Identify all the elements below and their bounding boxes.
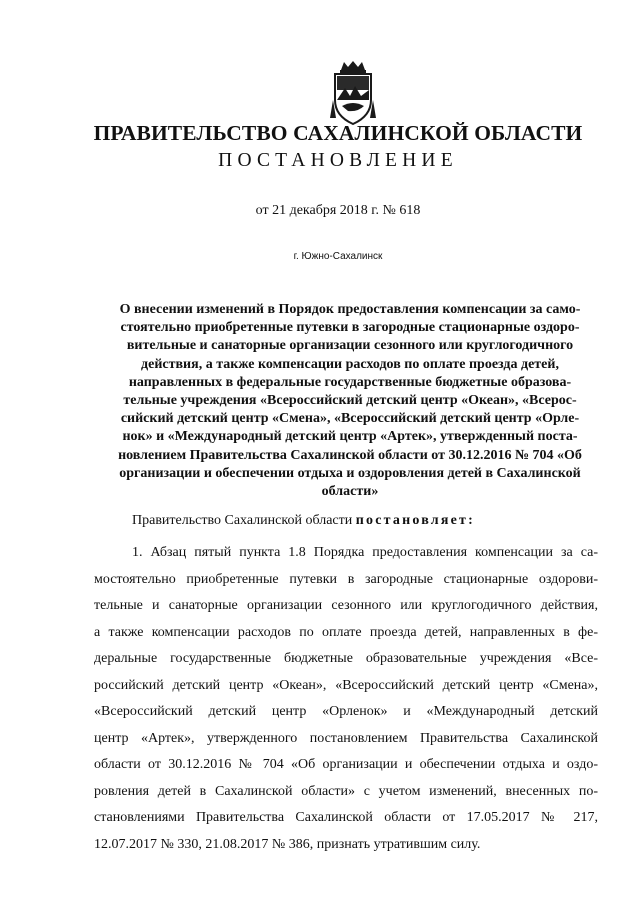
intro-text: Правительство Сахалинской области [132,513,356,528]
body-line: 12.07.2017 № 330, 21.08.2017 № 386, признать утратившим силу. [94,836,481,852]
body-line: ровления детей в Сахалинской области» с учетом изменений, внесенных по- [94,783,598,799]
sakhalin-coat-of-arms-icon [328,60,378,126]
body-line: тельные и санаторные организации сезонного или круглогодичного действия, [94,598,598,613]
subject-line: тельные учреждения «Всероссийский детский центр «Океан», «Всерос- [123,393,577,409]
subject-line: сийский детский центр «Смена», «Всероссийский детский центр «Орле- [120,411,580,427]
intro-emphasis: постановляет: [355,513,475,528]
body-line: мостоятельно приобретенные путевки в загородные стационарные оздорови- [94,571,598,587]
body-line: деральные государственные бюджетные образовательные учреждения «Все- [94,651,598,666]
body-line: области от 30.12.2016 № 704 «Об организации и обеспечении отдыха и оздо- [94,757,598,772]
subject-line: стоятельно приобретенные путевки в загородные стационарные оздоро- [120,320,580,336]
body-line: а также компенсации расходов по оплате проезда детей, направленных в фе- [94,624,598,640]
subject-line: организации и обеспечении отдыха и оздоровления детей в Сахалинской [119,465,581,481]
body-line: центр «Артек», утвержденного постановлением Правительства Сахалинской [94,730,598,746]
document-date-number: от 21 декабря 2018 г. № 618 [255,203,421,218]
document-type: ПОСТАНОВЛЕНИЕ [218,150,458,171]
subject-line: О внесении изменений в Порядок предоставления компенсации за само- [119,302,581,317]
resolution-body [94,540,598,858]
subject-line: области» [321,484,379,500]
document-city: г. Южно-Сахалинск [293,251,383,262]
subject-line: вительные и санаторные организации сезонного или круглогодичного [126,338,574,354]
body-line: 1. Абзац пятый пункта 1.8 Порядка предоставления компенсации за са- [132,545,598,560]
body-line: становлениями Правительства Сахалинской области от 17.05.2017 № 217, [94,810,598,825]
subject-line: новлением Правительства Сахалинской области от 30.12.2016 № 704 «Об [118,447,582,463]
body-line: «Всероссийский детский центр «Орленок» и «Международный детский [94,704,598,719]
organization-title: ПРАВИТЕЛЬСТВО САХАЛИНСКОЙ ОБЛАСТИ [93,121,583,145]
body-line: российский детский центр «Океан», «Всероссийский детский центр «Смена», [94,677,598,693]
subject-line: нок» и «Международный детский центр «Артек», утвержденный поста- [122,429,578,445]
document-subject [94,301,606,501]
subject-line: направленных в федеральные государственные бюджетные образова- [128,374,572,390]
resolution-intro [132,513,475,529]
subject-line: действия, а также компенсации расходов по оплате проезда детей, [141,356,559,372]
